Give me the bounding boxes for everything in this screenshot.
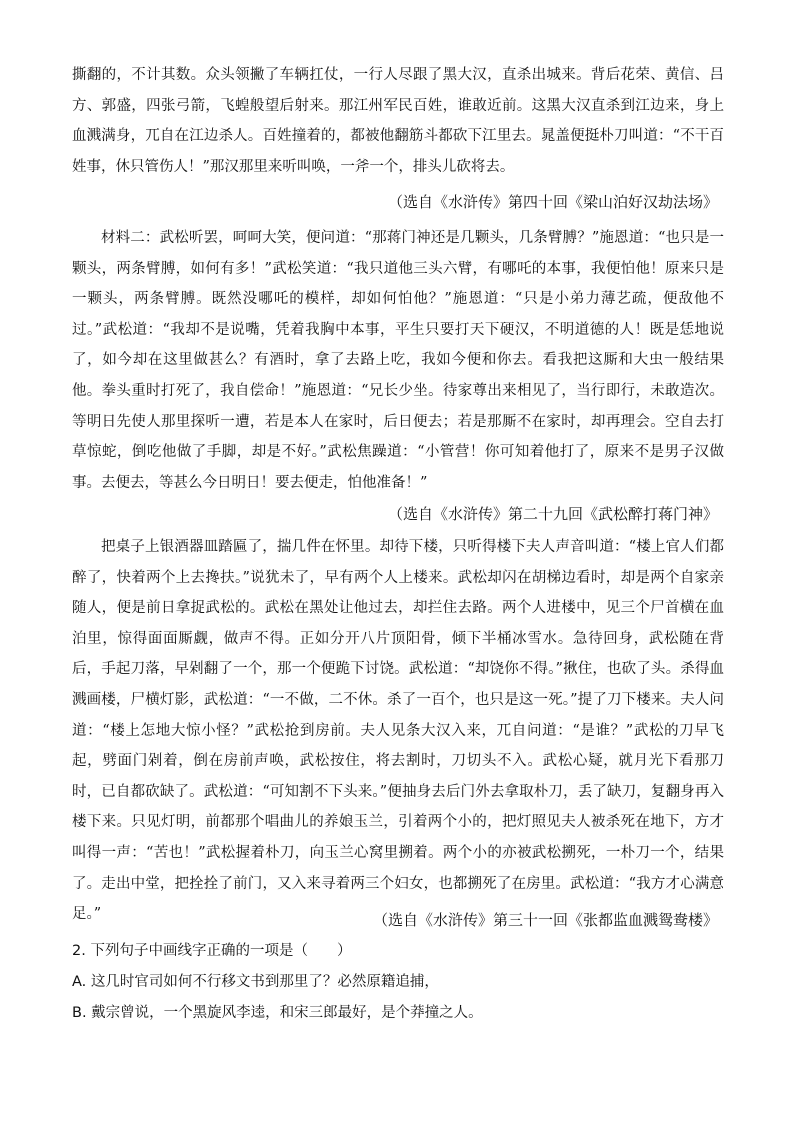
option-b: B. 戴宗曾说，一个黑旋风李逵，和宋三郎最好，是个莽撞之人。: [72, 1005, 483, 1021]
passage-paragraph-2: 材料二：武松听罢，呵呵大笑，便问道：“那蒋门神还是几颗头，几条臂膊？”施恩道：“也只是一颗头，两条臂膊，如何有多！”武松笑道：“我只道他三头六臂，有哪吒的本事，我便怕他！原来只是一颗头，两条臂膊。既然没哪吒的模样，却如何怕他？”施恩道：“只是小弟力薄艺疏，便敌他不过。”武松道：“我却不是说嘴，凭着我胸中本事，平生只要打天下硬汉，不明道德的人！既是恁地说了，如今却在这里做甚么？有酒时，拿了去路上吃，我如今便和你去。看我把这厮和大虫一般结果他。拳头重时打死了，我自偿命！”施恩道：“兄长少坐。待家尊出来相见了，当行即行，未敢造次。等明日先使人那里探听一遭，若是本人在家时，后日便去；若是那厮不在家时，却再理会。空自去打草惊蛇，倒吃他做了手脚，却是不好。”武松焦躁道：“小管营！你可知着他打了，原来不是男子汉做事。去便去，等甚么今日明日！要去便走，怕他准备！”: [72, 230, 724, 491]
question-stem: 2. 下列句子中画线字正确的一项是（ ）: [72, 943, 352, 959]
source-citation-3: （选自《水浒传》第三十一回《张都监血溅鸳鸯楼》: [372, 911, 718, 929]
passage-paragraph-1: 撕翻的，不计其数。众头领撇了车辆扛仗，一行人尽跟了黑大汉，直杀出城来。背后花荣、黄信、吕方、郭盛，四张弓箭，飞蝗般望后射来。那江州军民百姓，谁敢近前。这黑大汉直杀到江边来，身上血溅满身，兀自在江边杀人。百姓撞着的，都被他翻筋斗都砍下江里去。晁盖便挺朴刀叫道：“不干百姓事，休只管伤人！”那汉那里来听叫唤，一斧一个，排头儿砍将去。: [72, 67, 724, 175]
source-citation-2: （选自《水浒传》第二十九回《武松醉打蒋门神》: [387, 505, 718, 523]
passage-paragraph-3: 把桌子上银酒器皿踏匾了，揣几件在怀里。却待下楼，只听得楼下夫人声音叫道：“楼上官人们都醉了，快着两个上去搀扶。”说犹未了，早有两个人上楼来。武松却闪在胡梯边看时，却是两个自家亲随人，便是前日拿捉武松的。武松在黑处让他过去，却拦住去路。两个人进楼中，见三个尸首横在血泊里，惊得面面厮觑，做声不得。正如分开八片顶阳骨，倾下半桶冰雪水。急待回身，武松随在背后，手起刀落，早剁翻了一个，那一个便跪下讨饶。武松道：“却饶你不得。”揪住，也砍了头。杀得血溅画楼，尸横灯影，武松道：“一不做，二不休。杀了一百个，也只是这一死。”提了刀下楼来。夫人问道：“楼上怎地大惊小怪？”武松抢到房前。夫人见条大汉入来，兀自问道：“是谁？”武松的刀早飞起，劈面门剁着，倒在房前声唤，武松按住，将去割时，刀切头不入。武松心疑，就月光下看那刀时，已自都砍缺了。武松道：“可知割不下头来。”便抽身去后门外去拿取朴刀，丢了缺刀，复翻身再入楼下来。只见灯明，前都那个唱曲儿的养娘玉兰，引着两个小的，把灯照见夫人被杀死在地下，方才叫得一声：“苦也！”武松握着朴刀，向玉兰心窝里搠着。两个小的亦被武松搠死，一朴刀一个，结果了。走出中堂，把拴拴了前门，又入来寻着两三个妇女，也都搠死了在房里。武松道：“我方才心满意足。”: [72, 539, 724, 923]
source-citation-1: （选自《水浒传》第四十回《梁山泊好汉劫法场》: [387, 193, 718, 211]
option-a: A. 这几时官司如何不行移文书到那里了？必然原籍追捕，: [72, 974, 439, 990]
